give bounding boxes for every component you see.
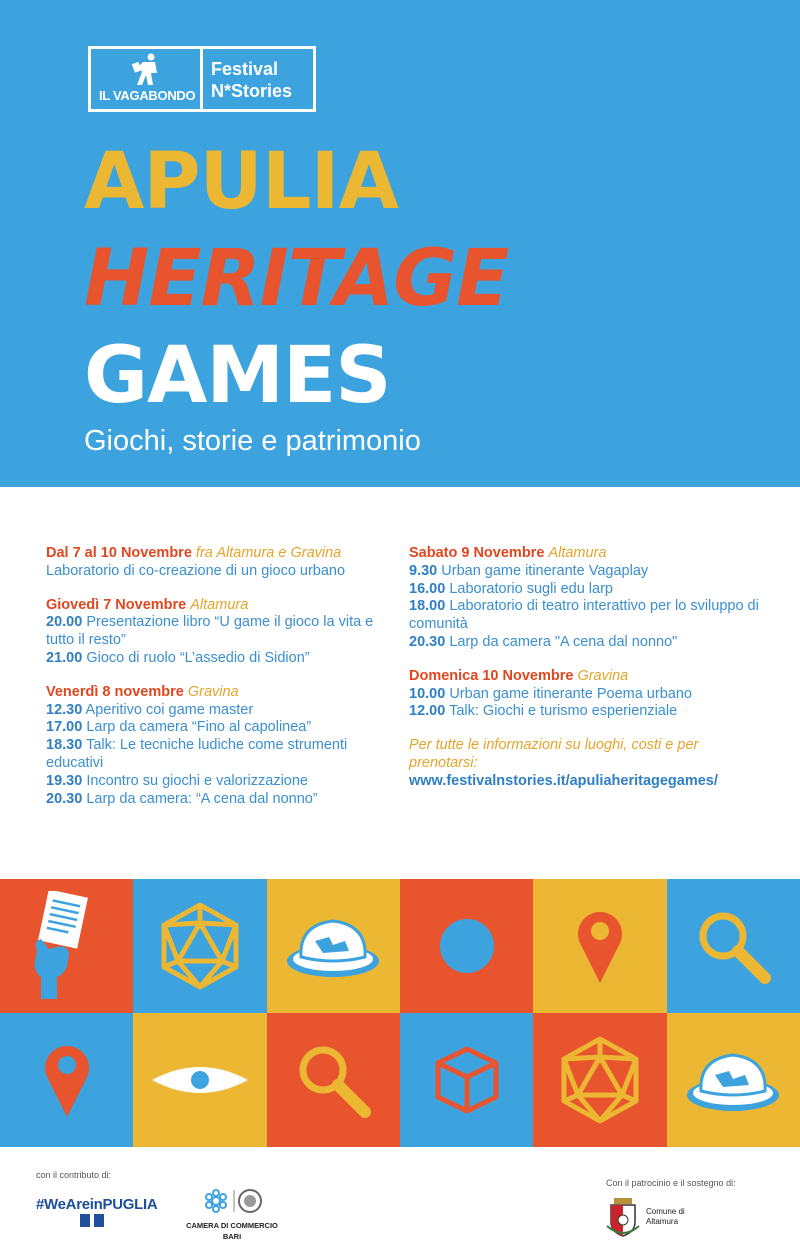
brand-name: IL VAGABONDO (99, 88, 196, 103)
cube-icon (434, 1045, 500, 1115)
puglia-logo: #WeAreinPUGLIA (36, 1196, 158, 1213)
circle-icon (437, 916, 497, 976)
schedule-place: Gravina (577, 667, 629, 684)
comune-logo (606, 1196, 685, 1238)
schedule-event (409, 703, 759, 721)
event-time: 12.30 (46, 701, 83, 718)
schedule-block (46, 684, 396, 809)
schedule-event (46, 791, 396, 809)
schedule-day: Domenica 10 Novembre (409, 667, 574, 684)
camera-label-line1: CAMERA DI COMMERCIO (186, 1221, 278, 1230)
event-time: 12.00 (409, 703, 446, 720)
map-pin-icon (42, 1041, 92, 1119)
d20-dice-icon (558, 1035, 642, 1125)
schedule-event (46, 650, 396, 668)
schedule-left-column (46, 545, 396, 824)
schedule-event: Laboratorio di co-creazione di un gioco urbano (46, 562, 346, 579)
tile-d20 (533, 1013, 666, 1147)
festival-name (203, 49, 313, 109)
subtitle: Giochi, storie e patrimonio (84, 425, 421, 457)
event-time: 20.30 (409, 633, 446, 650)
tile-d20 (133, 879, 266, 1013)
event-time: 20.00 (46, 614, 83, 631)
tile-magnifier (667, 879, 800, 1013)
schedule-day: Venerdì 8 novembre (46, 683, 184, 700)
event-time: 19.30 (46, 772, 83, 789)
event-text: Urban game itinerante Vagaplay (441, 562, 649, 579)
event-text: Talk: Le tecniche ludiche come strumenti educativi (46, 737, 348, 771)
puglia-sub-logos (80, 1214, 104, 1227)
schedule-place: Altamura (548, 545, 607, 561)
fedora-hat-icon (283, 911, 383, 981)
tile-circle (400, 879, 533, 1013)
chamber-emblem-icon (192, 1188, 272, 1214)
schedule-day: Giovedì 7 Novembre (46, 596, 187, 613)
schedule-day: Dal 7 al 10 Novembre (46, 545, 192, 561)
tile-hat (267, 879, 400, 1013)
comune-label-line1: Comune di (646, 1207, 685, 1216)
event-text: Laboratorio sugli edu larp (449, 580, 613, 597)
festival-name-line2: N*Stories (211, 81, 293, 101)
event-time: 10.00 (409, 685, 446, 702)
schedule-event (46, 614, 396, 650)
camera-label-line2: BARI (222, 1232, 242, 1241)
magnifier-icon (693, 906, 773, 986)
comune-label-line2: Altamura (646, 1217, 679, 1226)
patrocinio-label: Con il patrocinio e il sostegno di: (606, 1178, 736, 1188)
fedora-hat-icon (683, 1045, 783, 1115)
tile-eye (133, 1013, 266, 1147)
schedule-place: fra Altamura e Gravina (195, 545, 342, 561)
tile-pin (533, 879, 666, 1013)
schedule-block (409, 545, 759, 652)
coat-of-arms-icon (606, 1196, 640, 1238)
info-note: Per tutte le informazioni su luoghi, costi e per prenotarsi: (409, 737, 699, 771)
schedule-event (46, 702, 396, 720)
hero-banner (0, 0, 800, 487)
festival-logo (88, 46, 316, 112)
event-text: Larp da camera “Fino al capolinea” (86, 719, 312, 736)
event-time: 18.30 (46, 737, 83, 754)
event-text: Larp da camera "A cena dal nonno" (449, 633, 678, 650)
event-text: Urban game itinerante Poema urbano (449, 685, 692, 702)
tile-cube (400, 1013, 533, 1147)
icon-grid (0, 879, 800, 1147)
title-line1: APULIA (84, 137, 398, 227)
wanderer-icon (131, 53, 163, 87)
schedule-event (409, 686, 759, 704)
tile-hat (667, 1013, 800, 1147)
title-line3: GAMES (84, 331, 391, 421)
schedule-place: Gravina (187, 683, 239, 700)
event-text: Presentazione libro “U game il gioco la vita e tutto il resto” (46, 614, 374, 649)
tile-card-hand (0, 879, 133, 1013)
emblem-icon (80, 1214, 90, 1227)
hand-holding-card-icon (27, 891, 107, 1001)
emblem-icon (94, 1214, 104, 1227)
event-time: 21.00 (46, 649, 83, 666)
title-line2: HERITAGE (84, 234, 509, 324)
schedule-event (409, 598, 759, 634)
event-time: 16.00 (409, 580, 446, 597)
event-text: Laboratorio di teatro interattivo per lo sviluppo di comunità (409, 598, 759, 633)
schedule-block (409, 668, 759, 721)
event-time: 18.00 (409, 598, 446, 615)
info-link[interactable]: www.festivalnstories.it/apuliaheritagegames/ (409, 772, 718, 789)
event-time: 17.00 (46, 719, 83, 736)
event-time: 9.30 (409, 562, 438, 579)
schedule-event (409, 581, 759, 599)
schedule-block (46, 545, 396, 581)
map-pin-icon (575, 907, 625, 985)
vagabondo-logo (91, 49, 203, 109)
schedule-day: Sabato 9 Novembre (409, 545, 545, 561)
d20-dice-icon (158, 901, 242, 991)
event-text: Talk: Giochi e turismo esperienziale (449, 703, 678, 720)
festival-name-line1: Festival (211, 59, 279, 79)
schedule-event (46, 773, 396, 791)
schedule-event (409, 634, 759, 652)
schedule-event (46, 719, 396, 737)
tile-pin (0, 1013, 133, 1147)
schedule-event (409, 563, 759, 581)
event-text: Gioco di ruolo “L’assedio di Sidion” (86, 649, 310, 666)
schedule-block (46, 597, 396, 668)
event-text: Larp da camera: “A cena dal nonno” (86, 790, 318, 807)
eye-icon (150, 1060, 250, 1100)
camera-commercio-logo (186, 1188, 278, 1241)
contributo-label: con il contributo di: (36, 1170, 112, 1180)
magnifier-icon (293, 1040, 373, 1120)
event-text: Aperitivo coi game master (85, 701, 254, 718)
event-time: 20.30 (46, 790, 83, 807)
event-text: Incontro su giochi e valorizzazione (86, 772, 308, 789)
schedule-place: Altamura (190, 596, 249, 613)
schedule-event (46, 737, 396, 773)
tile-magnifier (267, 1013, 400, 1147)
schedule-right-column (409, 545, 759, 791)
